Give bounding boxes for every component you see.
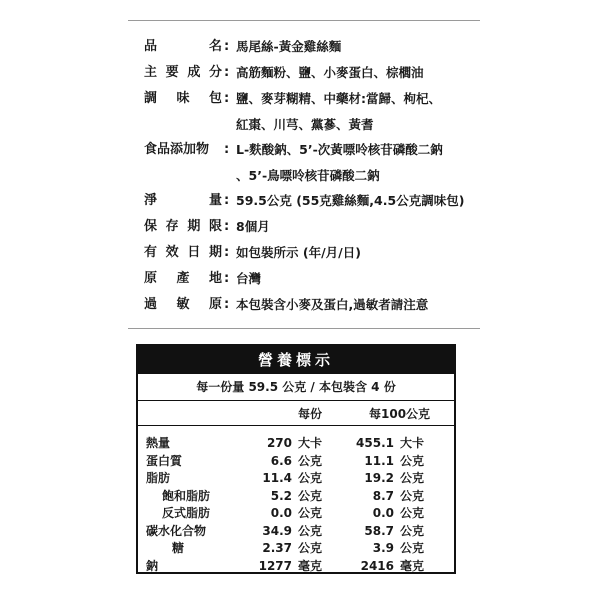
per-serving-unit: 公克 <box>298 523 323 538</box>
info-value: 如包裝所示 (年/月/日) <box>236 245 361 260</box>
per-100g-unit: 公克 <box>400 523 425 538</box>
nutrition-row <box>138 558 454 576</box>
product-info <box>144 34 484 318</box>
info-row <box>144 137 484 163</box>
middle-divider <box>128 328 480 329</box>
info-label-char: 限 <box>208 219 222 234</box>
info-label-char: 保 <box>144 219 158 234</box>
per-100g-unit: 公克 <box>400 453 425 468</box>
info-label <box>144 188 222 214</box>
info-value: 台灣 <box>236 271 262 286</box>
info-label-char: 效 <box>165 245 179 260</box>
info-label-char: 主 <box>144 65 158 80</box>
info-label-char: 產 <box>176 271 190 286</box>
nutrition-row <box>138 523 454 541</box>
info-value: 紅棗、川芎、黨蔘、黃耆 <box>236 117 374 132</box>
per-100g-unit: 公克 <box>400 471 425 485</box>
info-value: 高筋麵粉、鹽、小麥蛋白、棕櫚油 <box>236 65 424 80</box>
nutrition-row <box>138 435 454 453</box>
nutrition-row <box>138 453 454 471</box>
nutrient-name: 脂肪 <box>146 471 171 485</box>
per-serving-unit: 公克 <box>298 541 323 555</box>
info-label-char: 分 <box>208 65 222 80</box>
info-value: 鹽、麥芽糊精、中藥材:當歸、枸杞、 <box>236 91 441 106</box>
nutrient-name: 飽和脂肪 <box>162 488 211 503</box>
info-colon: : <box>224 219 230 234</box>
info-colon: : <box>224 271 230 286</box>
info-row <box>144 292 484 318</box>
info-label-char: 地 <box>208 271 222 286</box>
nutrition-row <box>138 540 454 558</box>
info-colon: : <box>224 65 230 80</box>
info-row <box>144 214 484 240</box>
per-serving-unit: 毫克 <box>298 558 323 573</box>
info-row <box>144 188 484 214</box>
nutrition-column-headers <box>138 401 454 426</box>
info-label-char: 要 <box>165 65 179 80</box>
info-label-char: 原 <box>208 297 222 312</box>
nutrient-name: 碳水化合物 <box>146 523 207 538</box>
per-serving-value: 270 <box>266 436 292 450</box>
nutrient-name: 熱量 <box>146 436 171 450</box>
nutrition-row <box>138 488 454 506</box>
per-100g-value: 0.0 <box>372 506 394 520</box>
serving-size: 每一份量 59.5 公克 / 本包裝含 4 份 <box>138 374 454 401</box>
info-row <box>144 86 484 112</box>
info-colon: : <box>224 91 230 106</box>
info-row <box>144 34 484 60</box>
nutrient-name: 反式脂肪 <box>162 506 211 520</box>
per-serving-value: 0.0 <box>270 506 292 520</box>
per-serving-value: 34.9 <box>262 523 292 538</box>
info-value: 馬尾絲-黃金雞絲麵 <box>236 39 342 54</box>
info-colon: : <box>224 142 230 157</box>
nutrition-rows <box>138 426 454 575</box>
per-100g-header: 每100公克 <box>369 407 431 421</box>
nutrient-name: 糖 <box>172 541 185 555</box>
info-value: 本包裝含小麥及蛋白,過敏者請注意 <box>236 297 429 312</box>
info-label-char: 調 <box>144 91 158 106</box>
per-100g-value: 3.9 <box>372 541 394 555</box>
info-label-char: 淨 <box>144 193 158 208</box>
info-value: 59.5公克 (55克雞絲麵,4.5公克調味包) <box>236 193 465 208</box>
info-value: L-麩酸鈉、5’-次黃嘌呤核苷磷酸二鈉 <box>236 142 443 157</box>
info-label <box>144 86 222 112</box>
info-colon: : <box>224 39 230 54</box>
info-label <box>144 60 222 86</box>
info-label-char: 過 <box>144 297 158 312</box>
info-colon: : <box>224 245 230 260</box>
per-100g-unit: 公克 <box>400 506 425 520</box>
info-label-char: 量 <box>208 193 222 208</box>
info-label <box>144 240 222 266</box>
per-100g-value: 19.2 <box>364 471 394 485</box>
info-label-char: 味 <box>176 91 190 106</box>
per-100g-value: 455.1 <box>356 436 394 450</box>
info-value: 、5’-鳥嘌呤核苷磷酸二鈉 <box>236 168 380 183</box>
per-serving-header: 每份 <box>298 407 323 421</box>
per-100g-value: 2416 <box>360 558 394 573</box>
info-label-char: 成 <box>187 65 201 80</box>
per-serving-value: 1277 <box>258 558 292 573</box>
per-serving-unit: 公克 <box>298 506 323 520</box>
per-100g-value: 8.7 <box>372 488 394 503</box>
info-label-char: 存 <box>165 219 179 234</box>
info-label <box>144 266 222 292</box>
info-label-char: 敏 <box>176 297 190 312</box>
nutrition-title: 營養標示 <box>138 346 454 374</box>
info-row <box>144 60 484 86</box>
info-label-char: 期 <box>187 219 201 234</box>
info-label <box>144 292 222 318</box>
info-label-char: 品 <box>144 39 158 54</box>
per-serving-unit: 公克 <box>298 471 323 485</box>
info-colon: : <box>224 297 230 312</box>
info-label <box>144 34 222 60</box>
info-value: 8個月 <box>236 219 270 234</box>
per-serving-unit: 公克 <box>298 488 323 503</box>
info-colon: : <box>224 193 230 208</box>
per-100g-unit: 公克 <box>400 541 425 555</box>
info-row <box>144 266 484 292</box>
info-label-char: 原 <box>144 271 158 286</box>
info-label <box>144 214 222 240</box>
info-label-char: 包 <box>208 91 222 106</box>
info-label-char: 食品添加物 <box>144 142 210 157</box>
info-label-char: 日 <box>187 245 201 260</box>
per-serving-unit: 公克 <box>298 453 323 468</box>
info-label-char: 期 <box>208 245 222 260</box>
per-100g-unit: 公克 <box>400 488 425 503</box>
info-label-char: 有 <box>144 245 158 260</box>
per-100g-value: 58.7 <box>364 523 394 538</box>
per-serving-value: 2.37 <box>262 541 292 555</box>
info-label <box>144 137 222 163</box>
per-100g-unit: 大卡 <box>400 436 425 450</box>
info-label-char: 名 <box>208 39 222 54</box>
per-serving-unit: 大卡 <box>298 436 323 450</box>
per-100g-unit: 毫克 <box>400 558 425 573</box>
nutrition-row <box>138 505 454 523</box>
info-row <box>144 163 484 188</box>
nutrition-row <box>138 470 454 488</box>
info-row <box>144 112 484 137</box>
per-serving-value: 11.4 <box>262 471 292 485</box>
info-row <box>144 240 484 266</box>
nutrient-name: 蛋白質 <box>146 453 183 468</box>
top-divider <box>128 20 480 21</box>
per-serving-value: 5.2 <box>270 488 292 503</box>
per-100g-value: 11.1 <box>364 453 394 468</box>
per-serving-value: 6.6 <box>270 453 292 468</box>
nutrition-panel <box>136 344 456 574</box>
nutrient-name: 鈉 <box>146 558 159 573</box>
